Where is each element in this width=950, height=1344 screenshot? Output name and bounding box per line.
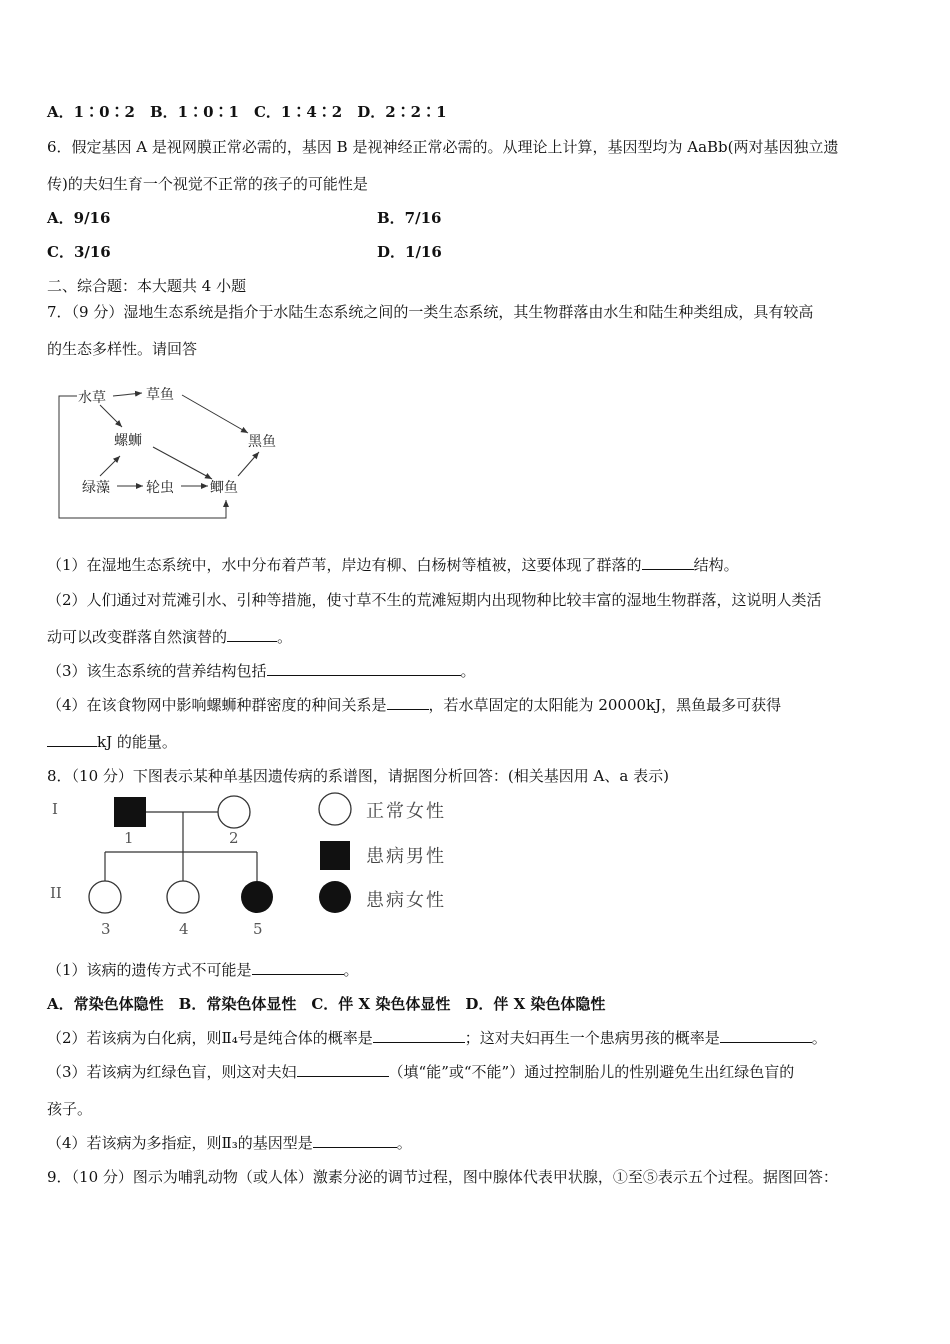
section-heading: 二、综合题：本大题共 4 小题	[47, 277, 247, 295]
q6-option-a: A．9/16	[47, 209, 111, 227]
legend-affected-male: 患病男性	[366, 846, 446, 867]
q9-stem: 9．（10 分）图示为哺乳动物（或人体）激素分泌的调节过程，图中腺体代表甲状腺，①至⑤表示五个过程。据图回答：	[47, 1168, 838, 1186]
q7-stem-line2: 的生态多样性。请回答	[47, 340, 198, 358]
node-jiyu: 鲫鱼	[210, 480, 238, 496]
q8-options: A．常染色体隐性 B．常染色体显性 C．伴 X 染色体显性 D．伴 X 染色体隐性	[47, 995, 606, 1013]
individual-number-1: 1	[124, 829, 134, 847]
individual-number-5: 5	[253, 920, 263, 938]
q7-sub2-line1: （2）人们通过对荒滩引水、引种等措施，使寸草不生的荒滩短期内出现物种比较丰富的湿地生物群落，这说明人类活	[47, 591, 822, 609]
q8-sub4: （4）若该病为多指症，则Ⅱ₃的基因型是 。	[47, 1134, 412, 1152]
legend-affected-male-symbol	[320, 841, 350, 870]
individual-1-affected-male	[114, 797, 146, 827]
q8-stem: 8．（10 分）下图表示某种单基因遗传病的系谱图，请据图分析回答：(相关基因用 A、a 表示)	[47, 767, 669, 785]
answer-blank[interactable]	[313, 1133, 397, 1148]
individual-4-normal-female	[167, 881, 199, 913]
node-caoyu: 草鱼	[146, 387, 174, 403]
q6-stem-line1: 6．假定基因 A 是视网膜正常必需的，基因 B 是视神经正常必需的。从理论上计算，基因型均为 AaBb(两对基因独立遗	[47, 138, 839, 156]
generation-i-label: I	[52, 800, 58, 818]
q6-option-c: C．3/16	[47, 243, 111, 261]
q5-options: A．1∶0∶2 B．1∶0∶1 C．1∶4∶2 D．2∶2∶1	[47, 103, 447, 121]
answer-blank[interactable]	[297, 1062, 389, 1077]
q6-stem-line2: 传)的夫妇生育一个视觉不正常的孩子的可能性是	[47, 175, 368, 193]
q7-sub4-line1: （4）在该食物网中影响螺蛳种群密度的种间关系是 ，若水草固定的太阳能为 20000kJ，黑鱼最多可获得	[47, 696, 782, 714]
q7-sub3: （3）该生态系统的营养结构包括 。	[47, 662, 476, 680]
answer-blank[interactable]	[252, 960, 344, 975]
legend-affected-female-symbol	[319, 881, 351, 913]
legend-normal-female: 正常女性	[366, 801, 446, 822]
legend-normal-female-symbol	[319, 793, 351, 825]
individual-2-normal-female	[218, 796, 250, 828]
q7-sub2-line2: 动可以改变群落自然演替的 。	[47, 628, 293, 646]
individual-number-3: 3	[101, 920, 111, 938]
node-shuicao: 水草	[78, 390, 106, 406]
node-luosi: 螺蛳	[114, 433, 142, 449]
q8-sub3-line1: （3）若该病为红绿色盲，则这对夫妇 （填“能”或“不能”）通过控制胎儿的性别避免生出红绿色盲的	[47, 1063, 795, 1081]
individual-number-2: 2	[229, 829, 239, 847]
individual-number-4: 4	[179, 920, 189, 938]
individual-5-affected-female	[241, 881, 273, 913]
q8-sub1: （1）该病的遗传方式不可能是 。	[47, 961, 359, 979]
q8-sub2: （2）若该病为白化病，则Ⅱ₄号是纯合体的概率是 ；这对夫妇再生一个患病男孩的概率是 。	[47, 1029, 827, 1047]
node-lunchong: 轮虫	[146, 480, 174, 496]
answer-blank[interactable]	[720, 1028, 812, 1043]
q6-option-d: D．1/16	[377, 243, 442, 261]
q8-sub3-line2: 孩子。	[47, 1100, 93, 1118]
individual-3-normal-female	[89, 881, 121, 913]
answer-blank[interactable]	[373, 1028, 465, 1043]
node-lvzao: 绿藻	[82, 480, 110, 496]
q7-sub4-line2: kJ 的能量。	[47, 732, 177, 752]
q7-stem-line1: 7．（9 分）湿地生态系统是指介于水陆生态系统之间的一类生态系统，其生物群落由水生和陆生种类组成，具有较高	[47, 303, 814, 321]
legend-affected-female: 患病女性	[366, 890, 446, 911]
generation-ii-label: II	[50, 884, 62, 902]
q7-sub1: （1）在湿地生态系统中，水中分布着芦苇，岸边有柳、白杨树等植被，这要体现了群落的 结构。	[47, 556, 739, 574]
node-heiyu: 黑鱼	[248, 434, 276, 450]
q6-option-b: B．7/16	[377, 209, 442, 227]
